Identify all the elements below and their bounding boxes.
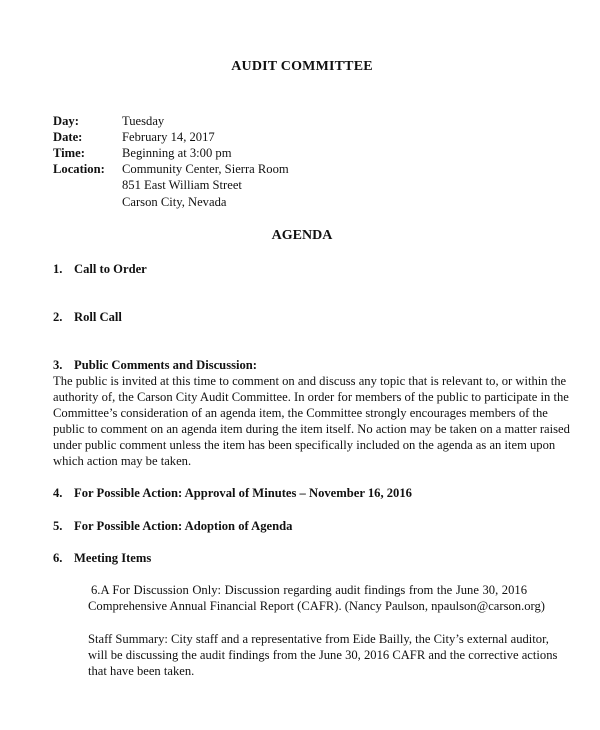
location-label: Location:: [53, 162, 105, 176]
agenda-item-call-to-order: [53, 261, 147, 277]
paragraph-line: authority of, the Carson City Audit Committee. In order for members of the public to participate in the: [53, 390, 569, 404]
staff-summary-line: that have been taken.: [88, 664, 195, 678]
agenda-item-number: 5.: [53, 519, 63, 533]
agenda-item-roll-call: [53, 309, 122, 325]
agenda-item-adoption-of-agenda: [53, 518, 292, 534]
paragraph-line: public to comment on an agenda item during the item itself. No action may be taken on a matter raised: [53, 422, 570, 436]
date-label: Date:: [53, 130, 83, 144]
agenda-item-number: 1.: [53, 262, 63, 276]
agenda-item-title: For Possible Action: Approval of Minutes – November 16, 2016: [74, 486, 412, 500]
location-line-2: 851 East William Street: [122, 178, 242, 192]
paragraph-line: The public is invited at this time to comment on and discuss any topic that is relevant to, or within the: [53, 374, 567, 388]
agenda-item-title: Call to Order: [74, 262, 147, 276]
agenda-heading: AGENDA: [271, 228, 333, 243]
agenda-item-public-comments: [53, 357, 257, 373]
agenda-item-number: 4.: [53, 486, 63, 500]
paragraph-line: which action may be taken.: [53, 454, 192, 468]
time-value: Beginning at 3:00 pm: [122, 146, 232, 160]
day-value: Tuesday: [122, 114, 165, 128]
agenda-item-title: Public Comments and Discussion:: [74, 358, 257, 372]
paragraph-line: Committee’s consideration of an agenda item, the Committee strongly encourages members of the: [53, 406, 548, 420]
public-comments-paragraph: [53, 373, 570, 469]
agenda-item-number: 3.: [53, 358, 63, 372]
staff-summary-line: will be discussing the audit findings from the June 30, 2016 CAFR and the corrective actions: [88, 648, 558, 662]
staff-summary: [88, 631, 558, 679]
document-title: AUDIT COMMITTEE: [231, 59, 373, 74]
date-value: February 14, 2017: [122, 130, 215, 144]
agenda-item-approval-of-minutes: [53, 485, 412, 501]
sub-item-6a: [88, 582, 545, 614]
location-line-1: Community Center, Sierra Room: [122, 162, 289, 176]
agenda-item-title: For Possible Action: Adoption of Agenda: [74, 519, 293, 533]
agenda-item-title: Roll Call: [74, 310, 122, 324]
day-label: Day:: [53, 114, 79, 128]
agenda-item-meeting-items: [53, 550, 151, 566]
sub-item-line: 6.A For Discussion Only: Discussion regarding audit findings from the June 30, 2016: [91, 583, 527, 597]
time-label: Time:: [53, 146, 85, 160]
agenda-item-title: Meeting Items: [74, 551, 152, 565]
sub-item-line: Comprehensive Annual Financial Report (CAFR). (Nancy Paulson, npaulson@carson.org): [88, 599, 545, 613]
agenda-item-number: 2.: [53, 310, 63, 324]
staff-summary-line: Staff Summary: City staff and a representative from Eide Bailly, the City’s external auditor,: [88, 632, 549, 646]
paragraph-line: under public comment unless the item has been specifically included on the agenda as an item upon: [53, 438, 556, 452]
agenda-item-number: 6.: [53, 551, 63, 565]
location-line-3: Carson City, Nevada: [122, 195, 227, 209]
